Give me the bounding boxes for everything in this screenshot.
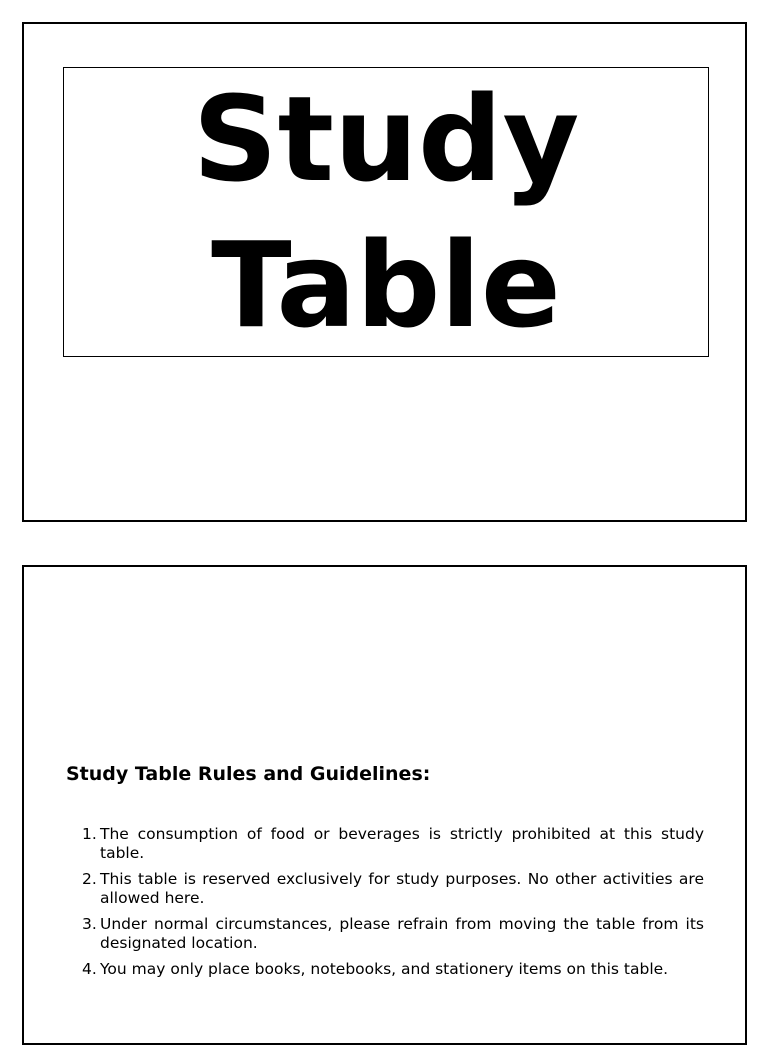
rule-number: 1. — [82, 825, 97, 843]
title-line-1: Study — [192, 70, 580, 208]
rules-list — [82, 825, 704, 986]
title-line-2: Table — [211, 216, 561, 354]
rule-item-2 — [82, 870, 704, 908]
rule-text: You may only place books, notebooks, and stationery items on this table. — [100, 960, 669, 978]
rules-page — [22, 565, 747, 1045]
title-frame — [63, 67, 709, 357]
title-page — [22, 22, 747, 522]
rule-text: The consumption of food or beverages is strictly prohibited at this study table. — [100, 825, 704, 862]
rule-number: 3. — [82, 915, 97, 933]
rule-text: This table is reserved exclusively for study purposes. No other activities are allowed here. — [100, 870, 704, 907]
rule-number: 2. — [82, 870, 97, 888]
rule-item-3 — [82, 915, 704, 953]
rule-item-1 — [82, 825, 704, 863]
rules-heading: Study Table Rules and Guidelines: — [66, 763, 431, 785]
rule-item-4 — [82, 960, 704, 979]
rule-text: Under normal circumstances, please refrain from moving the table from its designated location. — [100, 915, 704, 952]
rule-number: 4. — [82, 960, 97, 978]
